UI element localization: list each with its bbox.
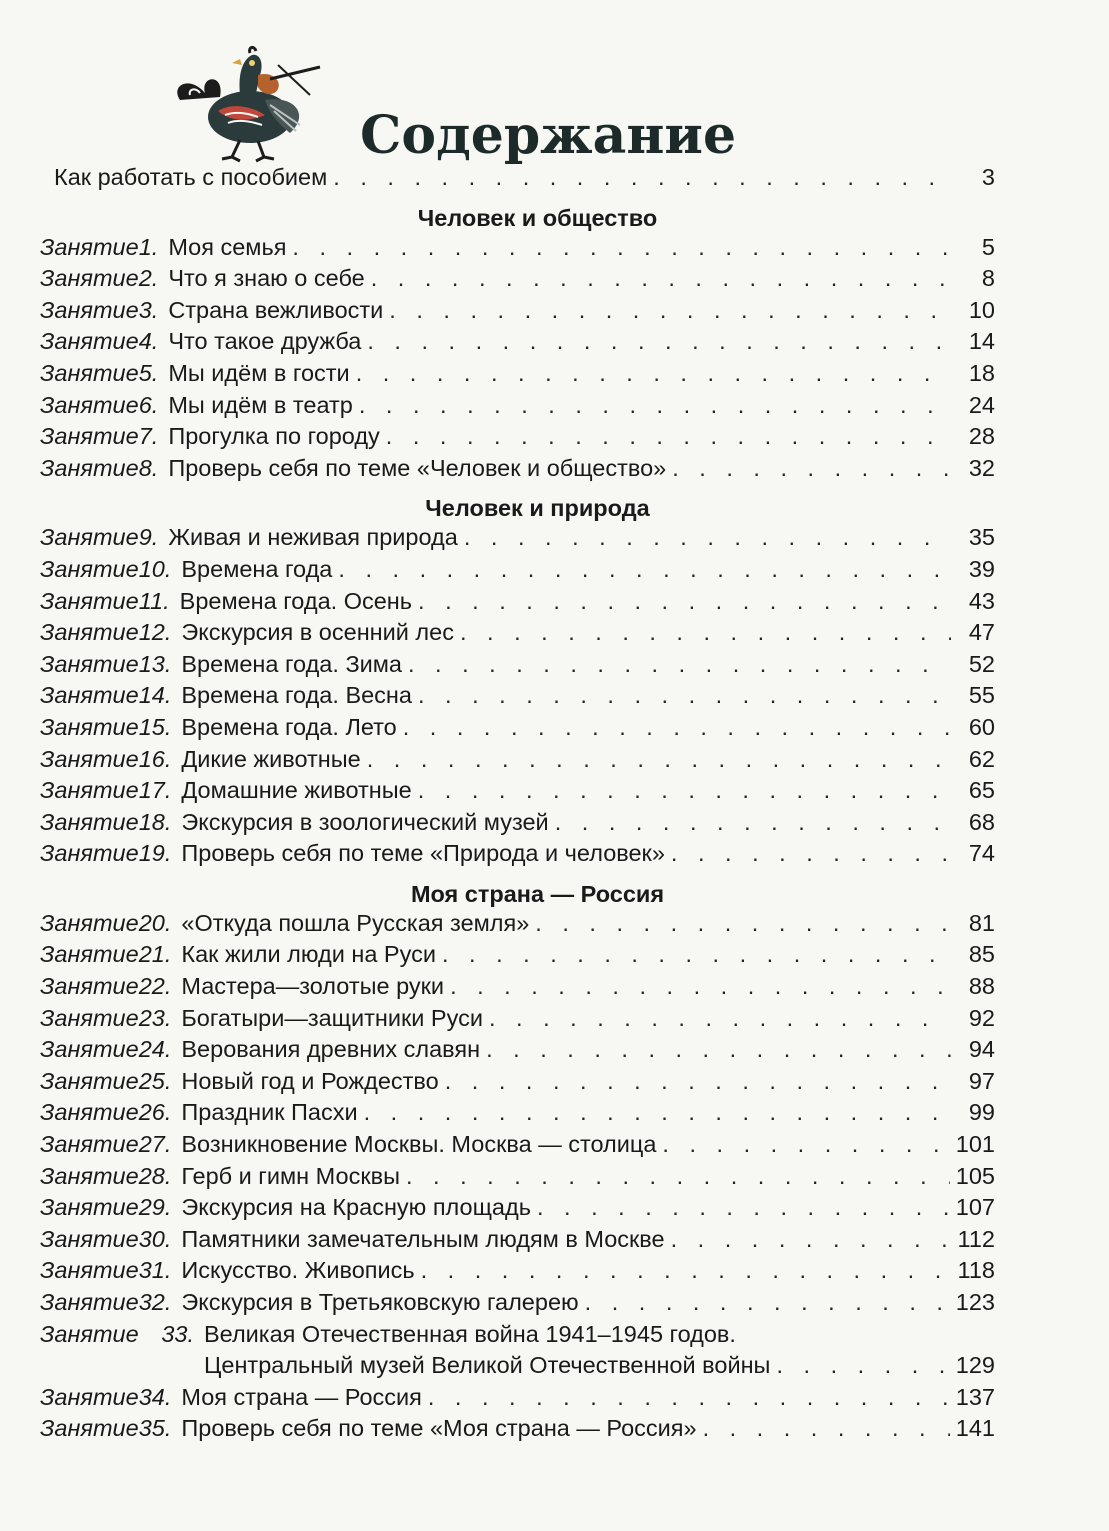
lesson-number: 6. [138, 391, 159, 418]
toc-row[interactable] [40, 775, 995, 807]
toc-entry-title: Новый год и Рождество [181, 1067, 439, 1094]
toc-row[interactable] [40, 295, 995, 327]
toc-entry-title: Мы идём в гости [168, 359, 350, 386]
toc-entry-title: Времена года. Весна [181, 682, 412, 709]
lesson-number: 27. [138, 1131, 172, 1158]
toc-row[interactable] [40, 680, 995, 712]
lesson-number: 3. [138, 296, 159, 323]
dot-leader [703, 1413, 950, 1445]
toc-entry-page: 141 [955, 1415, 995, 1442]
lesson-word: Занятие [40, 973, 139, 1000]
lesson-word: Занятие [40, 713, 139, 740]
toc-entry-page: 35 [968, 524, 995, 551]
toc-row[interactable] [40, 586, 995, 618]
toc-row[interactable] [40, 807, 995, 839]
dot-leader [389, 295, 951, 327]
header [170, 45, 770, 175]
lesson-word: Занятие [40, 1131, 139, 1158]
toc-entry-page: 10 [968, 296, 995, 323]
toc-row[interactable] [40, 1192, 995, 1224]
lesson-number: 2. [138, 265, 159, 292]
lesson-number: 22. [138, 973, 172, 1000]
toc-entry-title: Искусство. Живопись [181, 1257, 415, 1284]
lesson-word: Занятие [40, 524, 139, 551]
toc-entry-page: 74 [968, 840, 995, 867]
lesson-word: Занятие [40, 1225, 139, 1252]
lesson-word: Занятие [40, 1036, 139, 1063]
toc-row[interactable] [40, 1287, 995, 1319]
toc-row[interactable] [40, 326, 995, 358]
toc-row[interactable] [40, 453, 995, 485]
lesson-number: 32. [138, 1289, 172, 1315]
lesson-word: Занятие [40, 1194, 139, 1221]
toc-entry-page: 39 [968, 555, 995, 582]
toc-entry-title: Времена года. Зима [181, 650, 402, 677]
toc-entry-page: 28 [968, 423, 995, 450]
lesson-word: Занятие [40, 1099, 139, 1126]
lesson-number: 26. [138, 1099, 172, 1126]
lesson-number: 25. [138, 1067, 172, 1094]
toc-row[interactable] [40, 1097, 995, 1129]
toc-entry-title: Домашние животные [181, 777, 412, 804]
toc-entry-title: Времена года [181, 555, 333, 582]
toc-entry-page: 88 [968, 973, 995, 1000]
dot-leader [408, 649, 951, 681]
lesson-number: 11. [138, 587, 170, 614]
toc-entry-title: Времена года. Осень [179, 587, 413, 614]
toc-entry-title: Что я знаю о себе [168, 265, 365, 292]
dot-leader [386, 421, 951, 453]
toc-entry-page: 3 [981, 164, 995, 190]
dot-leader [338, 554, 951, 586]
toc-intro-row[interactable] [40, 162, 995, 194]
dot-leader [421, 1255, 951, 1287]
dot-leader [671, 838, 951, 870]
toc-entry-title: Как жили люди на Руси [181, 941, 436, 968]
toc-entry-title: Памятники замечательным людям в Москве [181, 1225, 665, 1252]
lesson-number: 8. [138, 454, 159, 481]
toc-entry-page: 65 [968, 777, 995, 804]
lesson-number: 33. [161, 1320, 194, 1347]
toc-entry-page: 99 [968, 1099, 995, 1126]
page-title: Содержание [360, 105, 737, 166]
lesson-number: 7. [138, 423, 159, 450]
toc-entry-title: Мастера—золотые руки [181, 973, 445, 1000]
lesson-number: 10. [138, 555, 172, 582]
lesson-number: 31. [138, 1257, 172, 1284]
lesson-word: Занятие [40, 1415, 139, 1442]
dot-leader [672, 453, 951, 485]
toc-entry-title: Экскурсия в Третьяковскую галерею [181, 1289, 579, 1315]
dot-leader [460, 617, 951, 649]
toc-row[interactable] [40, 421, 995, 453]
lesson-number: 29. [138, 1194, 172, 1221]
section-heading: Человек и общество [417, 204, 658, 231]
dot-leader [776, 1350, 949, 1382]
toc-entry-page: 60 [968, 713, 995, 740]
dot-leader [403, 712, 951, 744]
toc-entry-page: 85 [968, 941, 995, 968]
lesson-number: 16. [138, 745, 172, 772]
lesson-word: Занятие [40, 1289, 139, 1315]
lesson-word: Занятие [40, 423, 139, 450]
lesson-word: Занятие [40, 454, 139, 481]
lesson-number: 28. [138, 1162, 172, 1189]
toc-entry-title: Что такое дружба [168, 328, 362, 355]
toc-row[interactable] [40, 1255, 995, 1287]
toc-row[interactable] [40, 522, 995, 554]
toc-row[interactable] [40, 712, 995, 744]
toc-entry-title: Как работать с пособием [54, 164, 328, 190]
lesson-number: 34. [138, 1383, 172, 1410]
toc-row[interactable] [40, 744, 995, 776]
dot-leader [333, 162, 951, 194]
lesson-word: Занятие [40, 1004, 139, 1031]
lesson-number: 15. [138, 713, 172, 740]
toc-row[interactable] [40, 1413, 995, 1445]
lesson-number: 24. [138, 1036, 172, 1063]
toc-row[interactable] [40, 838, 995, 870]
bird-violinist-icon [170, 45, 345, 165]
dot-leader [406, 1161, 950, 1193]
lesson-word: Занятие [40, 909, 139, 936]
dot-leader [418, 586, 951, 618]
toc-entry-page: 18 [968, 359, 995, 386]
toc-entry-title: Верования древних славян [181, 1036, 481, 1063]
dot-leader [359, 390, 951, 422]
dot-leader [671, 1224, 951, 1256]
toc-entry-page: 105 [955, 1162, 995, 1189]
lesson-word: Занятие [40, 587, 139, 614]
dot-leader [537, 1192, 950, 1224]
toc-entry-title: Дикие животные [181, 745, 361, 772]
lesson-word: Занятие [40, 328, 139, 355]
lesson-word: Занятие [40, 840, 139, 867]
lesson-word: Занятие [40, 650, 139, 677]
toc-row[interactable] [40, 1129, 995, 1161]
toc-row[interactable] [40, 263, 995, 295]
toc-entry-page: 112 [957, 1225, 995, 1252]
toc-entry-title: Возникновение Москвы. Москва — столица [181, 1131, 657, 1158]
toc-entry-page: 43 [968, 587, 995, 614]
toc-row[interactable] [40, 1034, 995, 1066]
toc-entry-page: 14 [968, 328, 995, 355]
toc-entry-title: Проверь себя по теме «Моя страна — Россия» [181, 1415, 697, 1442]
toc-entry-title: Страна вежливости [168, 296, 384, 323]
toc-entry-title: Экскурсия в осенний лес [181, 619, 454, 646]
lesson-word: Занятие [40, 619, 139, 646]
lesson-word: Занятие [40, 1257, 139, 1284]
toc-row[interactable] [40, 649, 995, 681]
lesson-number: 18. [138, 808, 172, 835]
toc-row[interactable] [40, 1382, 995, 1414]
lesson-word: Занятие [40, 1383, 139, 1410]
lesson-number: 30. [138, 1225, 172, 1252]
lesson-word: Занятие [40, 296, 139, 323]
toc-entry-page: 94 [968, 1036, 995, 1063]
lesson-number: 35. [138, 1415, 172, 1442]
lesson-number: 17. [138, 777, 172, 804]
lesson-number: 19. [138, 840, 172, 867]
dot-leader [292, 232, 951, 264]
lesson-word: Занятие [40, 555, 139, 582]
toc-row[interactable] [40, 232, 995, 264]
toc-entry-title: Экскурсия на Красную площадь [181, 1194, 531, 1221]
lesson-word: Занятие [40, 682, 139, 709]
lesson-number: 13. [138, 650, 172, 677]
toc-entry-page: 32 [968, 454, 995, 481]
lesson-word: Занятие [40, 265, 139, 292]
dot-leader [367, 326, 951, 358]
toc-row[interactable] [40, 358, 995, 390]
toc-entry-page: 55 [968, 682, 995, 709]
toc-entry-page: 129 [955, 1352, 995, 1379]
toc-row[interactable] [40, 1319, 995, 1382]
toc-row[interactable] [40, 1224, 995, 1256]
lesson-word: Занятие [40, 777, 139, 804]
toc-entry-title: Времена года. Лето [181, 713, 397, 740]
lesson-number: 9. [138, 524, 159, 551]
toc-entry-page: 81 [968, 909, 995, 936]
dot-leader [445, 1066, 951, 1098]
lesson-number: 23. [138, 1004, 172, 1031]
toc-row[interactable] [40, 1003, 995, 1035]
toc-entry-title: Живая и неживая природа [168, 524, 458, 551]
lesson-number: 12. [138, 619, 172, 646]
toc-entry-page: 101 [955, 1131, 995, 1158]
section-heading: Человек и природа [425, 495, 650, 522]
dot-leader [367, 744, 951, 776]
toc-entry-title: «Откуда пошла Русская земля» [181, 909, 530, 936]
toc-entry-page: 123 [955, 1289, 995, 1315]
toc-entry-title-continued: Центральный музей Великой Отечественной войны [204, 1352, 771, 1379]
lesson-number: 14. [138, 682, 172, 709]
toc-entry-page: 107 [955, 1194, 995, 1221]
lesson-word: Занятие [40, 1162, 139, 1189]
toc-row[interactable] [40, 939, 995, 971]
dot-leader [585, 1287, 950, 1319]
dot-leader [555, 807, 951, 839]
toc-entry-page: 47 [968, 619, 995, 646]
dot-leader [356, 358, 951, 390]
lesson-word: Занятие [40, 233, 139, 260]
lesson-word: Занятие [40, 391, 139, 418]
dot-leader [464, 522, 951, 554]
dot-leader [662, 1129, 949, 1161]
lesson-word: Занятие [40, 1320, 139, 1347]
toc-entry-page: 52 [968, 650, 995, 677]
lesson-word: Занятие [40, 1067, 139, 1094]
toc-entry-page: 118 [957, 1257, 995, 1284]
toc-row[interactable] [40, 971, 995, 1003]
toc-entry-page: 62 [968, 745, 995, 772]
table-of-contents [40, 162, 995, 1445]
toc-entry-page: 137 [955, 1383, 995, 1410]
toc-row[interactable] [40, 617, 995, 649]
toc-entry-page: 8 [981, 265, 995, 292]
lesson-word: Занятие [40, 808, 139, 835]
toc-entry-title: Проверь себя по теме «Человек и общество» [168, 454, 667, 481]
toc-entry-title: Моя страна — Россия [181, 1383, 422, 1410]
toc-row[interactable] [40, 1161, 995, 1193]
toc-row[interactable] [40, 1066, 995, 1098]
dot-leader [450, 971, 951, 1003]
dot-leader [442, 939, 951, 971]
dot-leader [364, 1097, 951, 1129]
toc-entry-page: 24 [968, 391, 995, 418]
toc-entry-title: Моя семья [168, 233, 287, 260]
dot-leader [418, 680, 951, 712]
toc-row[interactable] [40, 554, 995, 586]
toc-entry-title: Праздник Пасхи [181, 1099, 358, 1126]
dot-leader [486, 1034, 951, 1066]
lesson-number: 4. [138, 328, 159, 355]
toc-entry-page: 68 [968, 808, 995, 835]
section-heading: Моя страна — Россия [410, 880, 665, 907]
lesson-number: 5. [138, 359, 159, 386]
dot-leader [418, 775, 951, 807]
toc-entry-page: 92 [968, 1004, 995, 1031]
toc-entry-title: Прогулка по городу [168, 423, 380, 450]
dot-leader [489, 1003, 951, 1035]
toc-entry-title: Мы идём в театр [168, 391, 353, 418]
toc-entry-title: Богатыри—защитники Руси [181, 1004, 483, 1031]
toc-entry-page: 97 [968, 1067, 995, 1094]
dot-leader [535, 908, 951, 940]
lesson-number: 20. [138, 909, 172, 936]
lesson-word: Занятие [40, 359, 139, 386]
dot-leader [371, 263, 951, 295]
lesson-word: Занятие [40, 745, 139, 772]
toc-entry-title: Великая Отечественная война 1941–1945 годов. [204, 1320, 736, 1347]
toc-entry-title: Герб и гимн Москвы [181, 1162, 400, 1189]
toc-entry-title: Проверь себя по теме «Природа и человек» [181, 840, 665, 867]
lesson-word: Занятие [40, 941, 139, 968]
lesson-number: 21. [138, 941, 172, 968]
toc-entry-title: Экскурсия в зоологический музей [181, 808, 549, 835]
dot-leader [428, 1382, 950, 1414]
toc-row[interactable] [40, 390, 995, 422]
toc-row[interactable] [40, 908, 995, 940]
lesson-number: 1. [138, 233, 159, 260]
toc-entry-page: 5 [981, 233, 995, 260]
